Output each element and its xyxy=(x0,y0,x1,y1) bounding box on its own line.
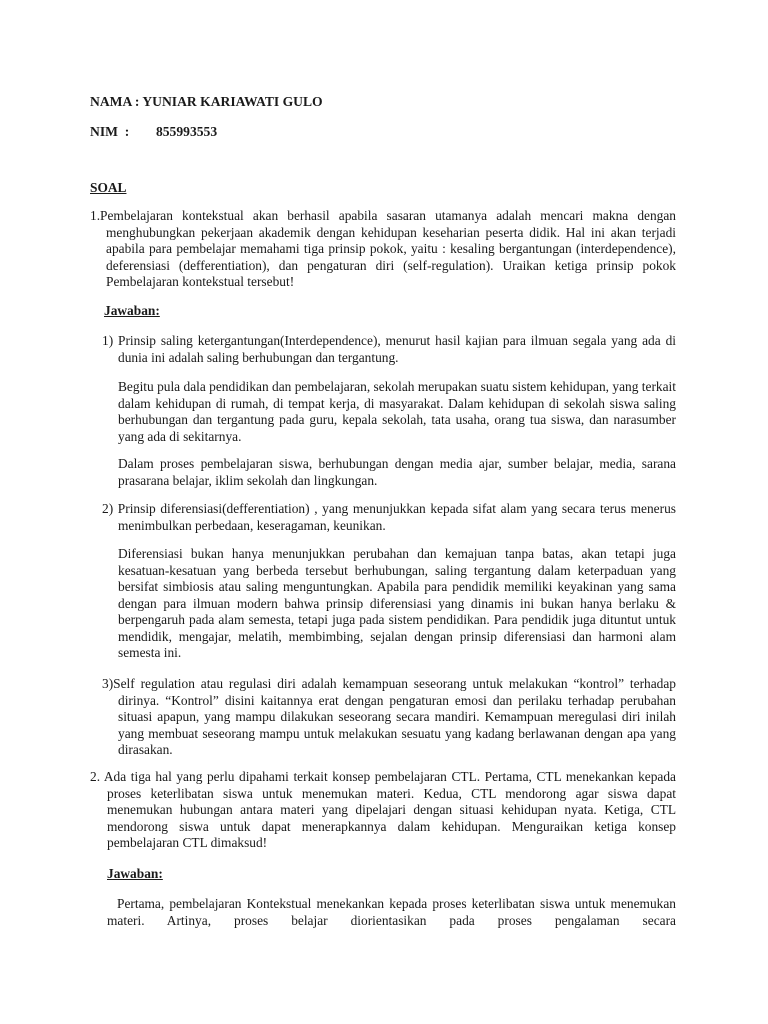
soal-heading: SOAL xyxy=(90,180,127,195)
student-name: YUNIAR KARIAWATI GULO xyxy=(142,94,323,109)
name-separator: : xyxy=(131,94,143,109)
question-1: 1.Pembelajaran kontekstual akan berhasil apabila sasaran utamanya adalah mencari makna dengan menghubungkan pekerjaan akademik dengan kehidupan keseharian peserta didik. Hal ini akan terjadi apabila para pembelajar memahami tiga prinsip pokok, yaitu : kesaling bergantungan (interdependence), deferensiasi (defferentiation), dan pengaturan diri (self-regulation). Uraikan ketiga prinsip pokok Pembelajaran kontekstual tersebut! xyxy=(90,208,676,289)
name-label: NAMA xyxy=(90,94,132,109)
student-id: 855993553 xyxy=(155,124,218,139)
student-id-line xyxy=(90,124,217,141)
nim-separator: : xyxy=(117,124,133,139)
student-name-line xyxy=(90,94,323,111)
answer-1-label: Jawaban: xyxy=(104,303,160,318)
answer-1-item-1-paragraph-a: Begitu pula dala pendidikan dan pembelajaran, sekolah merupakan suatu sistem kehidupan, yang terkait dalam kehidupan di rumah, di tempat kerja, di masyarakat. Dalam kehidupan di sekolah siswa saling berhubungan dan tergantung pada guru, kepala sekolah, tata usaha, orang tua siswa, dan narasumber yang ada di sekitarnya. xyxy=(118,379,676,444)
answer-1-item-2: 2) Prinsip diferensiasi(defferentiation) , yang menunjukkan kepada sifat alam yang secara terus menerus menimbulkan perbedaan, keseragaman, keunikan. xyxy=(102,501,676,533)
answer-2-text: Pertama, pembelajaran Kontekstual menekankan kepada proses keterlibatan siswa untuk menemukan materi. Artinya, proses belajar diorientasikan pada proses pengalaman secara xyxy=(107,896,676,928)
answer-1-item-2-paragraph-a: Diferensiasi bukan hanya menunjukkan perubahan dan kemajuan tanpa batas, akan tetapi juga kesatuan-kesatuan yang berbeda tersebut berhubungan, saling tergantung dalam keterpaduan yang bersifat simbiosis atau saling menguntungkan. Apabila para pendidik memiliki keyakinan yang sama dengan para ilmuan modern bahwa prinsip diferensiasi yang dinamis ini bukan hanya berlaku & berpengaruh pada alam semesta, tetapi juga pada sistem pendidikan. Para pendidik juga dituntut untuk mendidik, mengajar, melatih, membimbing, sejalan dengan prinsip diferensiasi dan harmoni alam semesta ini. xyxy=(118,546,676,660)
answer-1-item-1-paragraph-b: Dalam proses pembelajaran siswa, berhubungan dengan media ajar, sumber belajar, media, sarana prasarana belajar, iklim sekolah dan lingkungan. xyxy=(118,456,676,488)
answer-2-label: Jawaban: xyxy=(107,866,163,881)
answer-1-item-3: 3)Self regulation atau regulasi diri adalah kemampuan seseorang untuk melakukan “kontrol” terhadap dirinya. “Kontrol” disini kaitannya erat dengan pengaturan emosi dan perilaku terhadap perubahan situasi apapun, yang mampu dilakukan seseorang secara mandiri. Kemampuan meregulasi diri inilah yang membuat seseorang mampu untuk melakukan sesuatu yang kadang berlawanan dengan apa yang dirasakan. xyxy=(102,676,676,757)
answer-1-item-1: 1) Prinsip saling ketergantungan(Interdependence), menurut hasil kajian para ilmuan segala yang ada di dunia ini adalah saling berhubungan dan tergantung. xyxy=(102,333,676,365)
question-2: 2. Ada tiga hal yang perlu dipahami terkait konsep pembelajaran CTL. Pertama, CTL menekankan kepada proses keterlibatan siswa untuk menemukan materi. Kedua, CTL mendorong agar siswa dapat menemukan hubungan antara materi yang dipelajari dengan situasi kehidupan nyata. Ketiga, CTL mendorong siswa untuk dapat menerapkannya dalam kehidupan. Menguraikan ketiga konsep pembelajaran CTL dimaksud! xyxy=(90,769,676,850)
nim-label: NIM xyxy=(90,124,118,139)
